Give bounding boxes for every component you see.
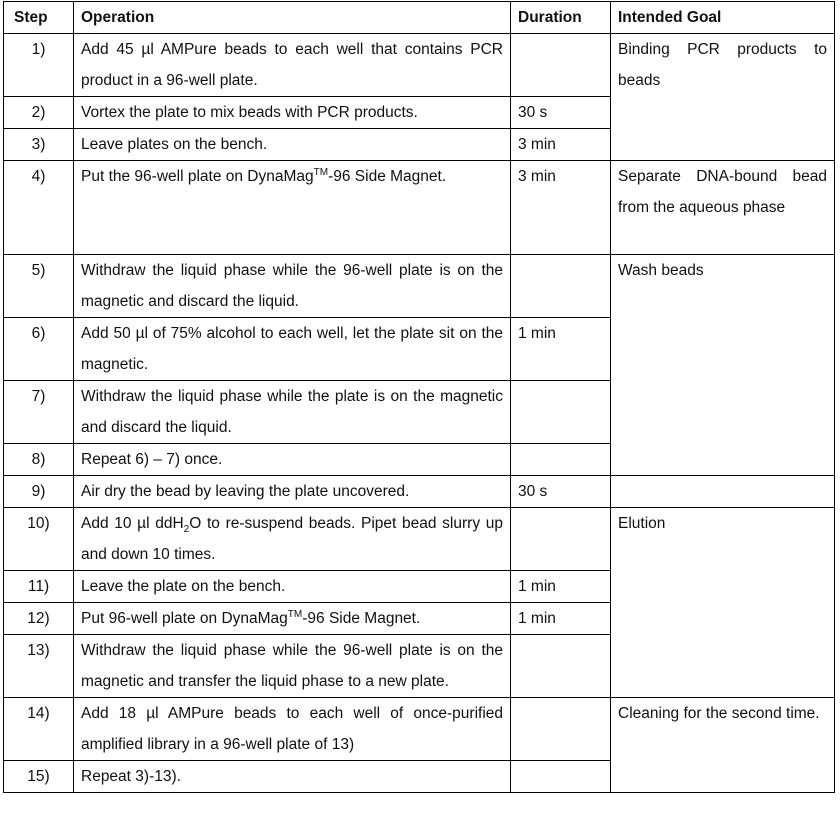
table-row	[4, 34, 835, 97]
subscript-two: 2	[183, 524, 190, 536]
duration-cell	[511, 255, 611, 318]
duration-cell: 3 min	[511, 129, 611, 161]
step-number: 12)	[4, 603, 74, 635]
header-duration: Duration	[511, 2, 611, 34]
table-row	[4, 698, 835, 761]
goal-cell: Binding PCR products to beads	[611, 34, 835, 161]
goal-cell	[611, 476, 835, 508]
header-operation: Operation	[74, 2, 511, 34]
trademark-superscript: TM	[287, 608, 303, 620]
table-header-row	[4, 2, 835, 34]
step-number: 15)	[4, 761, 74, 793]
trademark-superscript: TM	[313, 166, 329, 178]
step-number: 8)	[4, 444, 74, 476]
step-number: 10)	[4, 508, 74, 571]
operation-cell: Add 45 µl AMPure beads to each well that contains PCR product in a 96-well plate.	[74, 34, 511, 97]
operation-cell	[74, 603, 511, 635]
goal-cell: Elution	[611, 508, 835, 698]
operation-cell: Leave plates on the bench.	[74, 129, 511, 161]
operation-cell: Repeat 6) – 7) once.	[74, 444, 511, 476]
duration-cell: 30 s	[511, 476, 611, 508]
duration-cell	[511, 508, 611, 571]
operation-text: -96 Side Magnet.	[328, 168, 447, 185]
duration-cell	[511, 381, 611, 444]
goal-cell: Wash beads	[611, 255, 835, 476]
operation-cell: Add 18 µl AMPure beads to each well of once-purified amplified library in a 96-well plate of 13)	[74, 698, 511, 761]
step-number: 13)	[4, 635, 74, 698]
goal-cell: Cleaning for the second time.	[611, 698, 835, 793]
duration-cell	[511, 635, 611, 698]
operation-cell: Withdraw the liquid phase while the plate is on the magnetic and discard the liquid.	[74, 381, 511, 444]
operation-cell	[74, 161, 511, 255]
operation-text: -96 Side Magnet.	[302, 610, 421, 627]
header-intended-goal: Intended Goal	[611, 2, 835, 34]
duration-cell	[511, 698, 611, 761]
duration-cell: 3 min	[511, 161, 611, 255]
operation-cell: Leave the plate on the bench.	[74, 571, 511, 603]
operation-cell: Repeat 3)-13).	[74, 761, 511, 793]
step-number: 11)	[4, 571, 74, 603]
operation-text: O to re-suspend beads. Pipet bead slurry up and down 10 times.	[81, 515, 503, 563]
duration-cell: 1 min	[511, 603, 611, 635]
step-number: 2)	[4, 97, 74, 129]
table-row	[4, 255, 835, 318]
step-number: 9)	[4, 476, 74, 508]
operation-cell: Withdraw the liquid phase while the 96-well plate is on the magnetic and discard the liquid.	[74, 255, 511, 318]
duration-cell: 30 s	[511, 97, 611, 129]
header-step: Step	[4, 2, 74, 34]
operation-text: Put 96-well plate on DynaMag	[81, 610, 288, 627]
duration-cell	[511, 761, 611, 793]
step-number: 4)	[4, 161, 74, 255]
table-row	[4, 476, 835, 508]
operation-cell: Vortex the plate to mix beads with PCR products.	[74, 97, 511, 129]
duration-cell: 1 min	[511, 571, 611, 603]
protocol-table	[3, 1, 835, 793]
duration-cell	[511, 444, 611, 476]
table-row	[4, 161, 835, 255]
operation-cell: Add 50 µl of 75% alcohol to each well, let the plate sit on the magnetic.	[74, 318, 511, 381]
step-number: 7)	[4, 381, 74, 444]
operation-cell: Air dry the bead by leaving the plate uncovered.	[74, 476, 511, 508]
step-number: 5)	[4, 255, 74, 318]
duration-cell	[511, 34, 611, 97]
operation-text: Put the 96-well plate on DynaMag	[81, 168, 314, 185]
step-number: 6)	[4, 318, 74, 381]
duration-cell: 1 min	[511, 318, 611, 381]
operation-text: Add 10 µl ddH	[81, 515, 184, 532]
table-row	[4, 508, 835, 571]
operation-cell: Withdraw the liquid phase while the 96-well plate is on the magnetic and transfer the liquid phase to a new plate.	[74, 635, 511, 698]
step-number: 14)	[4, 698, 74, 761]
step-number: 3)	[4, 129, 74, 161]
step-number: 1)	[4, 34, 74, 97]
goal-cell: Separate DNA-bound bead from the aqueous phase	[611, 161, 835, 255]
operation-cell	[74, 508, 511, 571]
